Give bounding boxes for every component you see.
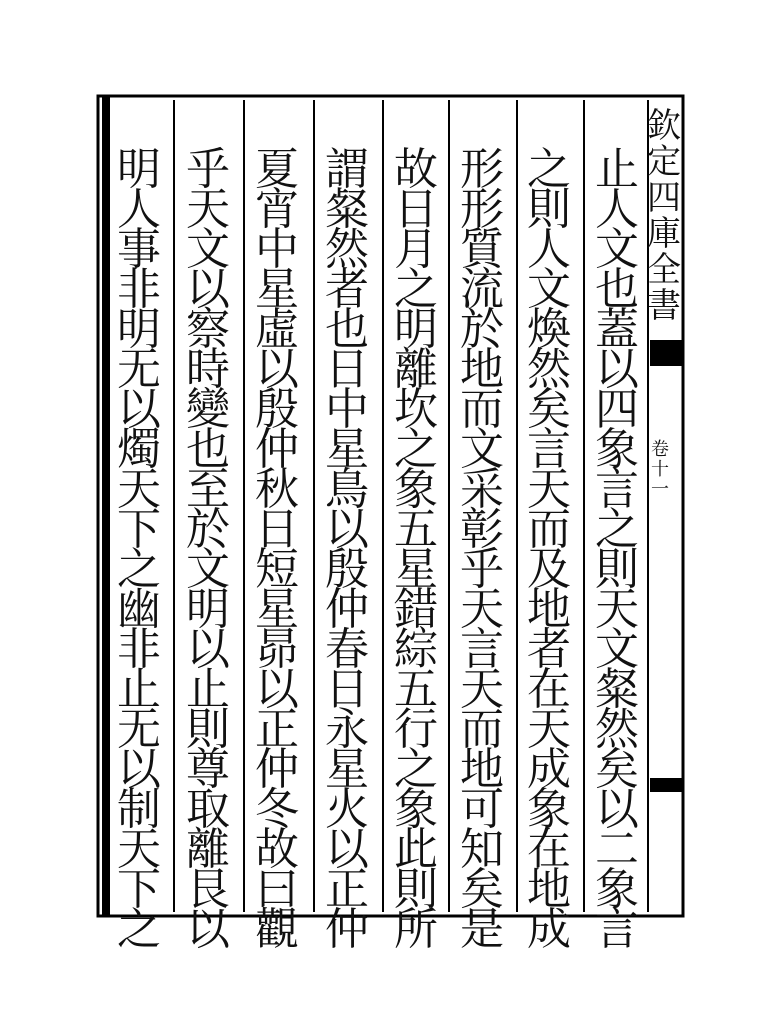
text-column-7: 乎 天 文 以 察 時 變 也 至 於 文 明 以 止 則 尊 取 離 艮 以 [186,144,230,955]
text-column-6: 夏 宵 中 星 虛 以 殷 仲 秋 日 短 星 昴 以 正 仲 冬 故 曰 觀 [255,144,299,955]
text-column-8: 明 人 事 非 明 无 以 燭 天 下 之 幽 非 止 无 以 制 天 下 之 [117,144,161,955]
text-column-4: 故 日 月 之 明 離 坎 之 象 五 星 錯 綜 五 行 之 象 此 則 所 [394,144,438,955]
book-title: 欽 定 四 庫 全 書 [647,106,681,326]
volume-label: 卷 十 一 [651,439,669,500]
text-column-1: 止 人 文 也 蓋 以 四 象 言 之 則 天 文 粲 然 矣 以 二 象 言 [595,144,639,955]
left-thick-border [102,96,110,916]
text-column-5: 謂 粲 然 者 也 日 中 星 鳥 以 殷 仲 春 日 永 星 火 以 正 仲 [325,144,369,955]
text-column-3: 形 形 質 流 於 地 而 文 采 彰 乎 天 言 天 而 地 可 知 矣 是 [460,144,504,955]
fishtail-mark-lower [650,778,682,792]
text-column-2: 之 則 人 文 煥 然 矣 言 天 而 及 地 者 在 天 成 象 在 地 成 [527,144,571,955]
fishtail-mark [650,340,682,366]
